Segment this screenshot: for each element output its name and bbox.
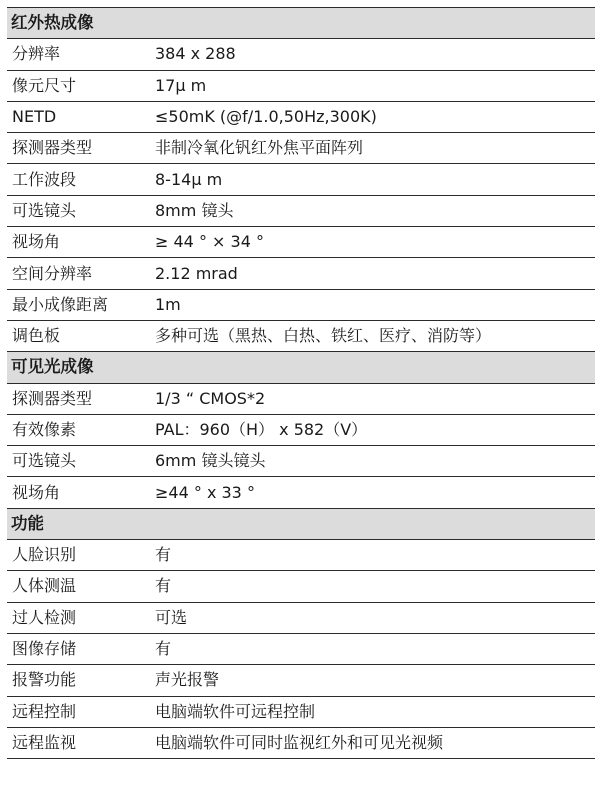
spec-label: 视场角 — [12, 232, 61, 252]
spec-value: 8mm 镜头 — [155, 200, 234, 220]
spec-label: 视场角 — [12, 482, 61, 502]
table-row — [7, 39, 595, 70]
spec-label: 最小成像距离 — [12, 294, 109, 314]
spec-value: 可选 — [155, 607, 188, 627]
spec-value: 2.12 mrad — [155, 263, 238, 283]
spec-value: 非制冷氧化钒红外焦平面阵列 — [155, 138, 364, 158]
spec-value: 1m — [155, 294, 181, 314]
spec-value: 17μ m — [155, 75, 207, 95]
table-row — [7, 728, 595, 759]
section-title: 可见光成像 — [11, 357, 94, 377]
spec-value: PAL：960（H） x 582（V） — [155, 420, 368, 439]
table-row — [7, 540, 595, 571]
spec-label: 可选镜头 — [12, 451, 77, 471]
spec-value: 1/3 “ CMOS*2 — [155, 388, 266, 408]
spec-label: 分辨率 — [12, 44, 61, 64]
table-row — [7, 446, 595, 477]
spec-value: 384 x 288 — [155, 44, 236, 64]
table-row — [7, 603, 595, 634]
table-row — [7, 258, 595, 289]
table-row — [7, 164, 595, 195]
section-title: 功能 — [11, 513, 44, 533]
table-row — [7, 384, 595, 415]
spec-value: 有 — [155, 545, 172, 565]
spec-label: 人体测温 — [12, 576, 77, 596]
spec-value: ≤50mK (@f/1.0,50Hz,300K) — [155, 107, 377, 127]
spec-label: 远程监视 — [12, 732, 77, 752]
spec-value: 8-14μ m — [155, 169, 223, 189]
section-title: 红外热成像 — [11, 12, 94, 32]
table-row — [7, 321, 595, 352]
spec-value: 6mm 镜头镜头 — [155, 451, 266, 471]
spec-value: 电脑端软件可同时监视红外和可见光视频 — [155, 732, 444, 752]
spec-label: 报警功能 — [12, 670, 77, 690]
spec-label: 可选镜头 — [12, 200, 77, 220]
table-row — [7, 102, 595, 133]
table-row — [7, 133, 595, 164]
table-row — [7, 697, 595, 728]
spec-label: 调色板 — [12, 326, 61, 346]
spec-value: 有 — [155, 639, 172, 659]
spec-label: 人脸识别 — [12, 545, 77, 565]
spec-label: 像元尺寸 — [12, 75, 77, 95]
spec-value: 声光报警 — [155, 670, 220, 690]
section-header-visible — [7, 352, 595, 383]
table-row — [7, 227, 595, 258]
spec-label: 远程控制 — [12, 701, 77, 721]
section-header-infrared — [7, 8, 595, 39]
table-row — [7, 634, 595, 665]
table-row — [7, 196, 595, 227]
spec-label: NETD — [12, 107, 57, 127]
table-row — [7, 290, 595, 321]
spec-label: 探测器类型 — [12, 138, 93, 158]
table-row — [7, 665, 595, 696]
spec-value: 电脑端软件可远程控制 — [155, 701, 316, 721]
spec-value: 多种可选（黑热、白热、铁红、医疗、消防等） — [155, 326, 492, 346]
spec-label: 探测器类型 — [12, 388, 93, 408]
spec-label: 过人检测 — [12, 607, 77, 627]
spec-value: 有 — [155, 576, 172, 596]
spec-label: 工作波段 — [12, 169, 77, 189]
spec-label: 有效像素 — [12, 420, 77, 439]
spec-value: ≥44 ° x 33 ° — [155, 482, 255, 502]
spec-table — [7, 7, 595, 759]
spec-label: 图像存储 — [12, 639, 77, 659]
table-row — [7, 415, 595, 446]
table-row — [7, 71, 595, 102]
table-row — [7, 477, 595, 508]
spec-value: ≥ 44 ° × 34 ° — [155, 232, 264, 252]
section-header-functions — [7, 509, 595, 540]
table-row — [7, 571, 595, 602]
spec-label: 空间分辨率 — [12, 263, 93, 283]
